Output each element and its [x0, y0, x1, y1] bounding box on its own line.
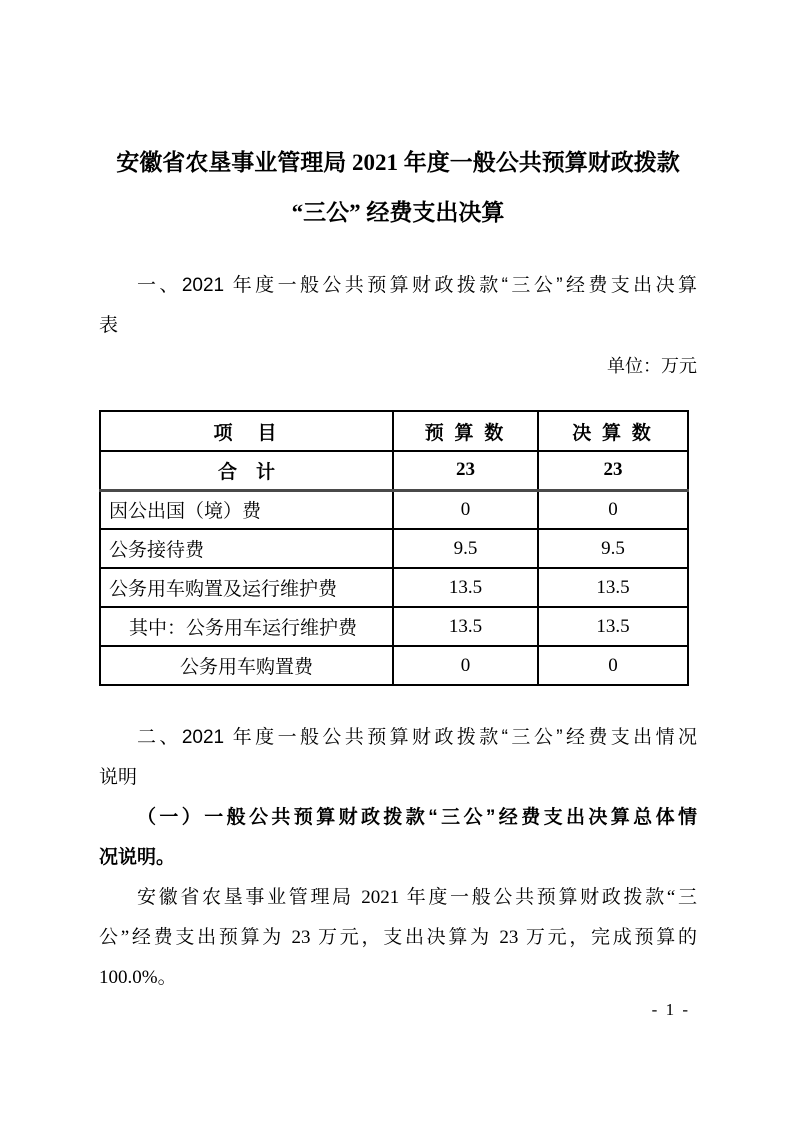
document-title-line1: 安徽省农垦事业管理局 2021 年度一般公共预算财政拨款 — [116, 150, 680, 175]
document-title — [99, 138, 697, 238]
section2-heading — [99, 718, 697, 798]
section1-heading-line1: 一、2021 年度一般公共预算财政拨款“三公”经费支出决算 — [137, 275, 697, 296]
header-item: 项 目 — [100, 411, 393, 451]
final-cell: 23 — [538, 451, 688, 490]
table-header — [100, 411, 688, 451]
table-row-total — [100, 451, 688, 490]
item-cell: 公务用车购置及运行维护费 — [100, 568, 393, 607]
item-cell: 其中：公务用车运行维护费 — [100, 607, 393, 646]
document-content — [99, 0, 697, 998]
budget-cell: 13.5 — [393, 568, 538, 607]
header-final: 决 算 数 — [538, 411, 688, 451]
budget-cell: 9.5 — [393, 529, 538, 568]
section2-sub-heading-line1: （一）一般公共预算财政拨款“三公”经费支出决算总体情 — [137, 807, 697, 828]
item-cell: 合 计 — [100, 451, 393, 490]
section2-paragraph-line1: 安徽省农垦事业管理局 2021 年度一般公共预算财政拨款“三 — [137, 887, 697, 908]
section1-heading-line2: 表 — [99, 315, 119, 336]
three-public-expense-table — [99, 410, 689, 686]
section2-paragraph-line2: 公”经费支出预算为 23 万元，支出决算为 23 万元，完成预算的 — [99, 927, 697, 948]
final-cell: 0 — [538, 646, 688, 685]
item-cell: 公务用车购置费 — [100, 646, 393, 685]
unit-label: 单位：万元 — [607, 356, 697, 376]
budget-cell: 0 — [393, 490, 538, 529]
budget-cell: 13.5 — [393, 607, 538, 646]
section2-paragraph-line3: 100.0%。 — [99, 967, 177, 988]
document-title-line2: “三公” 经费支出决算 — [291, 200, 505, 225]
table-row-vehicle-total-expense — [100, 568, 688, 607]
final-cell: 0 — [538, 490, 688, 529]
budget-cell: 0 — [393, 646, 538, 685]
item-cell: 公务接待费 — [100, 529, 393, 568]
table-body — [100, 451, 688, 685]
item-cell: 因公出国（境）费 — [100, 490, 393, 529]
section1-heading — [99, 266, 697, 346]
table-row-abroad-expense — [100, 490, 688, 529]
table-row-reception-expense — [100, 529, 688, 568]
final-cell: 13.5 — [538, 607, 688, 646]
header-budget: 预 算 数 — [393, 411, 538, 451]
section2-heading-line2: 说明 — [99, 767, 138, 788]
table-row-vehicle-operation-expense — [100, 607, 688, 646]
section2-heading-line1: 二、2021 年度一般公共预算财政拨款“三公”经费支出情况 — [137, 727, 697, 748]
budget-cell: 23 — [393, 451, 538, 490]
section2-sub-heading-line2: 况说明。 — [99, 847, 176, 868]
table-header-row — [100, 411, 688, 451]
page-number: - 1 - — [651, 1000, 690, 1019]
section2-sub-heading — [99, 798, 697, 878]
table-row-vehicle-purchase-expense — [100, 646, 688, 685]
section2-paragraph — [99, 878, 697, 998]
final-cell: 13.5 — [538, 568, 688, 607]
final-cell: 9.5 — [538, 529, 688, 568]
